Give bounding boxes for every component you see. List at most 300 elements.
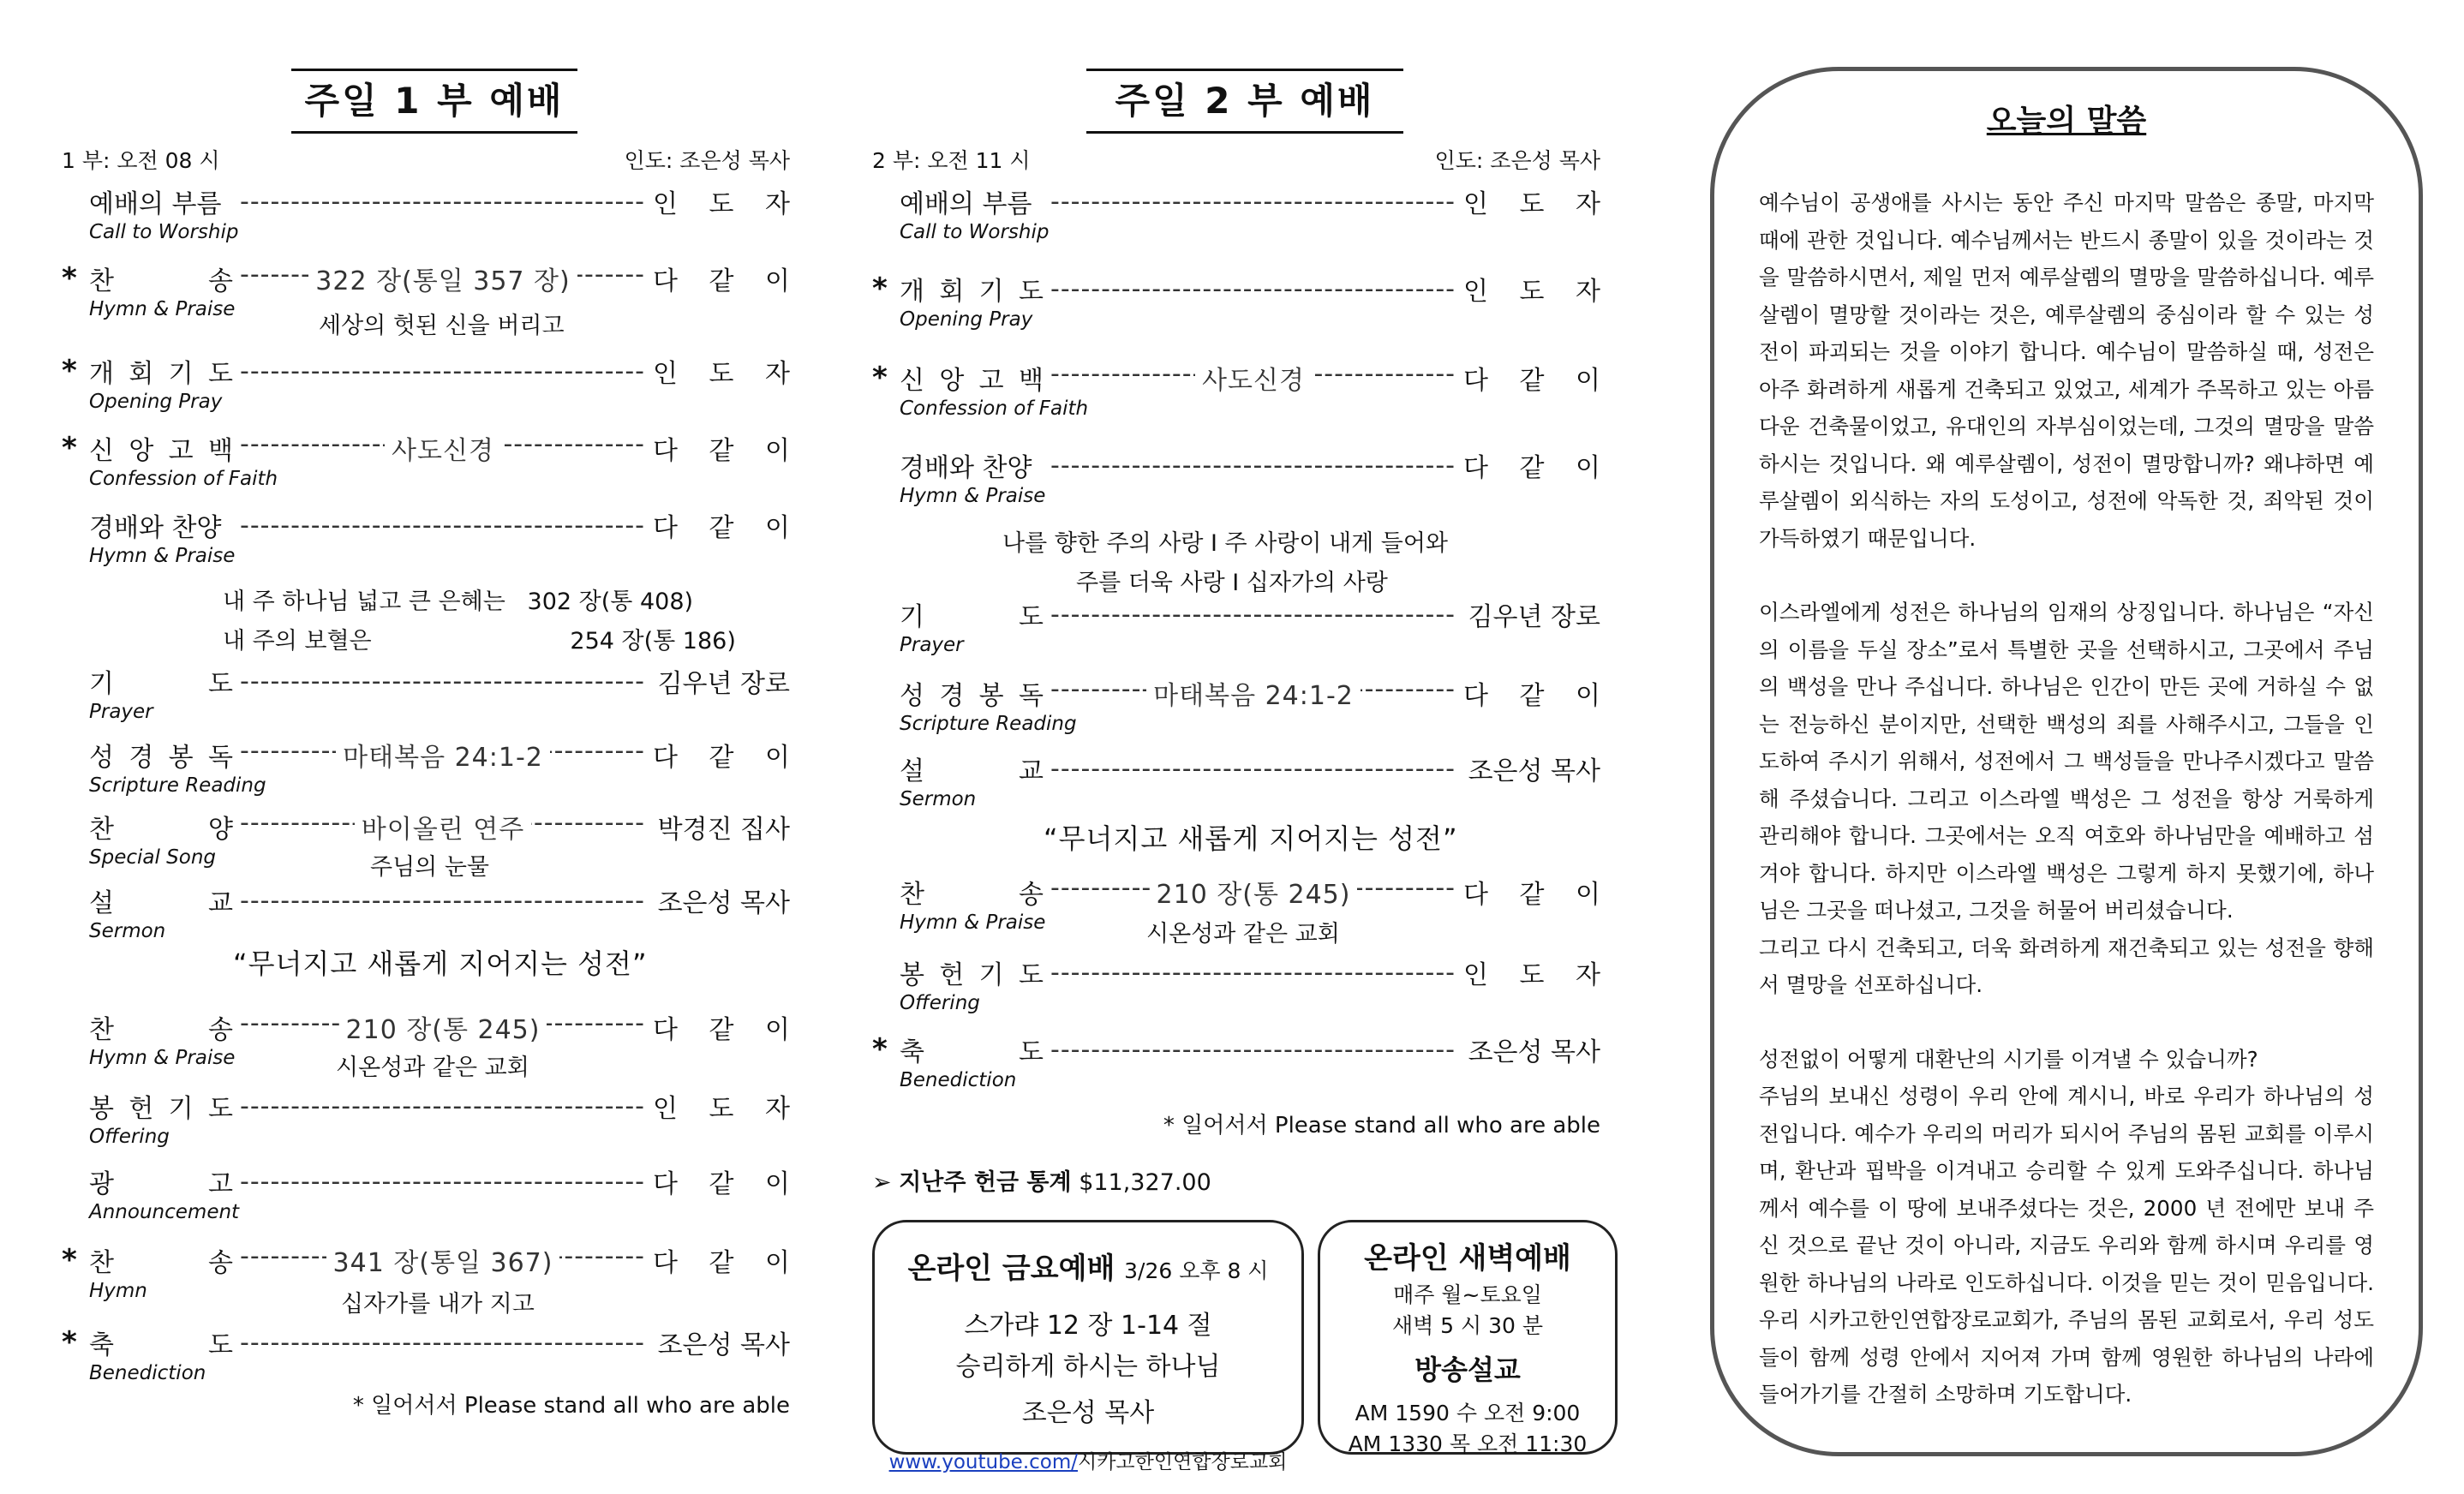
item-leader-part: 조은성 목사 <box>1468 1037 1600 1067</box>
item-label <box>89 1324 233 1361</box>
item-english: Offering <box>900 992 980 1014</box>
item-leader-part: 같 <box>709 1248 734 1278</box>
item-leader-part: 이 <box>1576 880 1600 910</box>
item-label-part: 독 <box>207 743 233 773</box>
item-detail: ----- 341 장(통일 367) <box>326 1241 560 1279</box>
standing-marker: * <box>62 431 77 465</box>
item-leader-part: 자 <box>1576 960 1600 990</box>
item-leader-part: 이 <box>765 1015 790 1045</box>
item-label-part: 신 <box>89 436 114 466</box>
standing-marker: * <box>62 1243 77 1277</box>
leader-dots <box>1050 1035 1456 1065</box>
item-leader-part: 다 <box>653 743 678 773</box>
item-leader-part: 조은성 목사 <box>1468 756 1600 786</box>
item-label-part: 찬 <box>89 1248 114 1278</box>
broadcast-am1590: AM 1590 수 오전 9:00 <box>1355 1401 1581 1425</box>
item-leader-part: 다 <box>1463 681 1488 711</box>
item-label-part: 도 <box>1019 1037 1044 1067</box>
item-leader <box>653 260 790 297</box>
item-leader-part: 자 <box>1576 277 1600 307</box>
item-label-part: 성 <box>900 681 924 711</box>
item-label-part: 고 <box>978 366 1004 396</box>
item-leader-part: 다 <box>653 1169 678 1199</box>
item-english: Hymn & Praise <box>900 485 1046 507</box>
leader-dots <box>1050 359 1456 397</box>
leader-dots <box>240 1167 646 1197</box>
item-label-part: 찬 <box>89 266 114 296</box>
item-english: Prayer <box>89 701 153 723</box>
sermon-title: “무너지고 새롭게 지어지는 성전” <box>1044 822 1458 855</box>
leader-dots <box>240 1328 646 1358</box>
service2-item <box>872 182 1600 221</box>
item-leader <box>653 1324 790 1361</box>
item-leader-part: 같 <box>1519 880 1545 910</box>
service2-item <box>872 872 1600 911</box>
item-leader <box>653 1008 790 1046</box>
item-label-part: 도 <box>1019 602 1044 632</box>
service1-time: 1 부: 오전 08 시 <box>62 148 220 173</box>
service2-item <box>872 358 1600 397</box>
dawn-title: 온라인 새벽예배 <box>1364 1241 1571 1276</box>
item-leader-part: 인 <box>1463 277 1488 307</box>
item-english: Hymn & Praise <box>900 911 1046 934</box>
leader-dots <box>240 1008 646 1046</box>
item-label-part: 경 <box>129 743 154 773</box>
item-label-part: 축 <box>89 1330 114 1360</box>
item-leader-part: 이 <box>1576 366 1600 396</box>
item-leader <box>1463 595 1600 633</box>
item-label-part: 회 <box>939 277 965 307</box>
item-label-part: 송 <box>208 1248 233 1278</box>
item-leader-part: 같 <box>709 743 734 773</box>
item-leader-part: 이 <box>765 743 790 773</box>
item-label-part: 도 <box>1018 960 1044 990</box>
friday-service-box <box>872 1220 1304 1473</box>
item-label-part: 경배와 찬양 <box>89 513 222 543</box>
item-leader-part: 다 <box>1463 880 1488 910</box>
item-label-part: 백 <box>1018 366 1044 396</box>
item-label <box>89 182 233 220</box>
item-label-part: 송 <box>1019 880 1044 910</box>
word-paragraph: 주님의 보내신 성령이 우리 안에 계시니, 바로 우리가 하나님의 성전입니다. 예수가 우리의 머리가 되시어 주님의 몸된 교회를 이루시며, 환난과 핍박을 이겨내고 승리할 수 있게 도와주십니다. 하나님께서 예수를 이 땅에 보내주셨다는 것은, 2000 년 전에만 보내 주신 것으로 끝난 것이 아니라, 지금도 우리와 함께 하시며 우리를 영원한 하나님의 나라로 인도하십니다. 이것을 믿는 것이 믿음입니다. 우리 시카고한인연합장로교회가, 주님의 몸된 교회로서, 우리 성도들이 함께 성령 안에서 지어져 가며 함께 영원한 하나님의 나라에 들어가기를 간절히 소망하며 기도합니다. <box>1759 1084 2374 1407</box>
leader-dots <box>1050 674 1456 712</box>
item-english: Opening Pray <box>900 308 1033 331</box>
item-label-part: 봉 <box>89 1094 114 1124</box>
item-leader-part: 이 <box>765 436 790 466</box>
service1-item <box>62 1086 790 1126</box>
item-label <box>89 1241 233 1279</box>
item-leader <box>1463 674 1600 712</box>
service1-item <box>62 1323 790 1362</box>
item-english: Confession of Faith <box>89 468 278 490</box>
item-leader <box>653 1241 790 1279</box>
service1-header <box>62 144 790 175</box>
item-leader-part: 도 <box>1519 277 1545 307</box>
leader-dots <box>1050 958 1456 988</box>
item-label-part: 도 <box>207 1094 233 1124</box>
broadcast-title: 방송설교 <box>1414 1354 1521 1386</box>
leader-dots <box>1050 873 1456 911</box>
item-label-part: 경배와 찬양 <box>900 453 1032 483</box>
item-leader-part: 이 <box>765 1169 790 1199</box>
dawn-days: 매주 월~토요일 <box>1393 1282 1542 1307</box>
item-english: Sermon <box>89 920 166 942</box>
item-leader-part: 다 <box>653 513 678 543</box>
item-subtitle: 세상의 헛된 신을 버리고 <box>319 313 565 339</box>
item-leader <box>653 429 790 467</box>
item-label-part: 찬 <box>89 815 114 845</box>
item-english: Call to Worship <box>900 221 1050 243</box>
word-paragraph: 예수님이 공생애를 사시는 동안 주신 마지막 말씀은 종말, 마지막 때에 관한 것입니다. 예수님께서는 반드시 종말이 있을 것이라는 것을 말씀하시면서, 제일 먼저 예루살렘의 멸망을 말씀하십니다. 예루살렘이 멸망할 것이라는 것은, 예루살렘의 중심이라 할 수 있는 성전이 파괴되는 것을 이야기 합니다. 예수님이 말씀하실 때, 성전은 아주 화려하게 새롭게 건축되고 있었고, 세계가 주목하고 있는 아름다운 건축물이었고, 유대인의 자부심이었는데, 그것의 멸망을 말씀하시는 것입니다. 왜 예루살렘이, 성전이 멸망합니까? 왜냐하면 예루살렘이 외식하는 자의 도성이고, 성전에 악독한 것, 죄악된 것이 가득하였기 때문입니다. <box>1759 190 2374 551</box>
service1-item <box>62 881 790 920</box>
item-label <box>900 446 1044 484</box>
service1-item <box>62 505 790 545</box>
item-label <box>900 595 1044 633</box>
service1-item <box>62 428 790 468</box>
todays-word-panel <box>1710 67 2423 1456</box>
item-leader-part: 같 <box>1519 453 1545 483</box>
hymn-line: 주를 더욱 사랑 I 십자가의 사랑 <box>1076 570 1388 596</box>
leader-dots <box>240 187 646 217</box>
item-label-part: 봉 <box>900 960 924 990</box>
item-label <box>89 662 233 700</box>
item-label-part: 성 <box>89 743 114 773</box>
item-leader <box>1463 750 1600 787</box>
item-label <box>900 182 1044 220</box>
service1-stand-note: * 일어서서 Please stand all who are able <box>352 1393 790 1419</box>
item-english: Offering <box>89 1126 170 1148</box>
item-english: Call to Worship <box>89 221 239 243</box>
item-leader <box>653 1087 790 1125</box>
item-subtitle: 시온성과 같은 교회 <box>336 1055 529 1081</box>
item-label-part: 기 <box>978 960 1004 990</box>
item-english: Prayer <box>900 634 964 656</box>
todays-word-title: 오늘의 말씀 <box>1986 104 2147 139</box>
item-label <box>89 506 233 544</box>
item-leader-part: 다 <box>653 1015 678 1045</box>
item-leader-part: 이 <box>1576 453 1600 483</box>
hymn-line: 나를 향한 주의 사랑 I 주 사랑이 내게 들어와 <box>1002 530 1449 557</box>
item-english: Scripture Reading <box>900 713 1077 735</box>
item-label-part: 교 <box>1019 756 1044 786</box>
leader-dots <box>240 886 646 916</box>
broadcast-am1330: AM 1330 목 오전 11:30 <box>1348 1431 1588 1456</box>
service1-item <box>62 807 790 846</box>
friday-title: 온라인 금요예배 <box>907 1252 1115 1286</box>
friday-preacher: 조은성 목사 <box>1021 1398 1155 1428</box>
item-label-part: 찬 <box>89 1015 114 1045</box>
item-detail: ----- 마태복음 24:1-2 <box>336 736 550 774</box>
dawn-time: 새벽 5 시 30 분 <box>1391 1313 1544 1338</box>
item-label-part: 봉 <box>168 743 194 773</box>
item-leader-part: 인 <box>1463 189 1488 219</box>
item-english: Hymn & Praise <box>89 1047 236 1069</box>
service1-item <box>62 661 790 701</box>
sermon-title: “무너지고 새롭게 지어지는 성전” <box>233 947 648 980</box>
service2-item <box>872 1030 1600 1069</box>
item-label-part: 예배의 부름 <box>900 189 1032 219</box>
item-label <box>89 429 233 467</box>
item-english: Hymn <box>89 1280 147 1302</box>
item-leader-part: 도 <box>709 1094 734 1124</box>
item-english: Announcement <box>89 1201 240 1223</box>
item-label <box>89 1162 233 1200</box>
friday-sermon-title: 승리하게 하시는 하나님 <box>955 1352 1221 1382</box>
service2-item <box>872 953 1600 992</box>
item-label-part: 예배의 부름 <box>89 189 222 219</box>
item-label-part: 봉 <box>978 681 1004 711</box>
standing-marker: * <box>872 1032 888 1067</box>
leader-dots <box>240 429 646 467</box>
item-english: Opening Pray <box>89 391 223 413</box>
item-label <box>900 359 1044 397</box>
item-leader-part: 같 <box>709 1015 734 1045</box>
item-leader <box>1463 953 1600 991</box>
item-label <box>900 953 1044 991</box>
item-label-part: 축 <box>900 1037 924 1067</box>
standing-marker: * <box>872 361 888 395</box>
item-subtitle: 주님의 눈물 <box>370 854 489 881</box>
item-label-part: 독 <box>1018 681 1044 711</box>
item-leader-part: 김우년 장로 <box>657 669 790 699</box>
leader-dots <box>1050 754 1456 784</box>
leader-dots <box>240 666 646 696</box>
item-detail: ----- 322 장(통일 357 장) <box>308 260 577 297</box>
item-label <box>89 736 233 774</box>
item-label <box>89 1087 233 1125</box>
item-label-part: 찬 <box>900 880 924 910</box>
service2-item <box>872 673 1600 713</box>
item-english: Confession of Faith <box>900 397 1089 420</box>
item-leader-part: 이 <box>765 513 790 543</box>
service1-item <box>62 182 790 221</box>
item-leader <box>653 352 790 390</box>
item-detail: ----- 사도신경 <box>385 429 501 467</box>
leader-dots <box>240 1091 646 1121</box>
item-label <box>89 1008 233 1046</box>
leader-dots <box>240 808 646 846</box>
item-english: Benediction <box>900 1069 1017 1091</box>
item-label <box>89 881 233 919</box>
item-leader-part: 인 <box>653 1094 678 1124</box>
offering-stat <box>872 1163 1211 1197</box>
leader-dots <box>240 511 646 541</box>
item-english: Sermon <box>900 788 977 810</box>
item-leader-part: 다 <box>653 436 678 466</box>
word-paragraph: 성전없이 어떻게 대환난의 시기를 이겨낼 수 있습니까? <box>1759 1046 2258 1072</box>
item-label <box>900 873 1044 911</box>
service1-item <box>62 1007 790 1047</box>
item-leader-part: 인 <box>653 359 678 389</box>
item-leader-part: 인 <box>1463 960 1488 990</box>
leader-dots <box>1050 274 1456 304</box>
item-label-part: 개 <box>89 359 114 389</box>
item-label-part: 도 <box>208 1330 233 1360</box>
service2-time: 2 부: 오전 11 시 <box>872 148 1031 173</box>
item-leader <box>1463 359 1600 397</box>
service2-item <box>872 445 1600 485</box>
item-leader-part: 자 <box>765 1094 790 1124</box>
item-label <box>89 260 233 297</box>
item-english: Hymn & Praise <box>89 298 236 320</box>
item-english: Hymn & Praise <box>89 545 236 567</box>
item-leader-part: 같 <box>709 1169 734 1199</box>
service1-title: 주일 1 부 예배 <box>291 69 577 134</box>
offering-label: 지난주 헌금 통계 <box>899 1169 1072 1196</box>
item-leader-part: 도 <box>709 359 734 389</box>
item-label-part: 앙 <box>129 436 154 466</box>
item-subtitle: 시온성과 같은 교회 <box>1146 921 1340 947</box>
item-detail: ----- 사도신경 <box>1195 359 1312 397</box>
item-leader-part: 조은성 목사 <box>657 888 790 918</box>
item-leader-part: 도 <box>1519 960 1545 990</box>
item-label-part: 기 <box>900 602 924 632</box>
item-leader-part: 같 <box>1519 366 1545 396</box>
item-leader <box>653 808 790 846</box>
service1-leader: 인도: 조은성 목사 <box>624 148 790 173</box>
item-label-part: 기 <box>168 1094 194 1124</box>
item-leader-part: 같 <box>1519 681 1545 711</box>
item-label-part: 기 <box>168 359 194 389</box>
word-paragraph: 그리고 다시 건축되고, 더욱 화려하게 재건축되고 있는 성전을 향해서 멸망을 선포하십니다. <box>1759 935 2374 997</box>
dawn-service-box <box>1318 1220 1618 1455</box>
service1-item <box>62 735 790 774</box>
item-label-part: 회 <box>129 359 154 389</box>
item-english: Scripture Reading <box>89 774 266 797</box>
leader-dots <box>240 736 646 774</box>
service2-item <box>872 749 1600 788</box>
item-label <box>900 270 1044 308</box>
item-label <box>900 1031 1044 1068</box>
item-leader-part: 다 <box>653 266 678 296</box>
standing-marker: * <box>872 272 888 306</box>
leader-dots <box>240 1241 646 1279</box>
friday-title-row <box>875 1245 1301 1287</box>
todays-word-body <box>1759 184 2374 1413</box>
item-label-part: 교 <box>208 888 233 918</box>
leader-dots <box>240 356 646 386</box>
item-label-part: 개 <box>900 277 924 307</box>
item-leader <box>1463 873 1600 911</box>
item-leader-part: 박경진 집사 <box>657 815 790 845</box>
standing-marker: * <box>62 261 77 296</box>
hymn-line: 내 주 하나님 넓고 큰 은혜는 302 장(통 408) <box>223 589 694 615</box>
friday-when: 3/26 오후 8 시 <box>1124 1258 1269 1283</box>
item-label-part: 양 <box>208 815 233 845</box>
item-label-part: 설 <box>89 888 114 918</box>
item-label <box>89 808 233 846</box>
item-label <box>89 352 233 390</box>
arrow-bullet-icon: ➢ <box>872 1169 892 1196</box>
item-label-part: 고 <box>168 436 194 466</box>
item-leader-part: 이 <box>765 1248 790 1278</box>
service1-item <box>62 351 790 391</box>
item-detail: ----- 마태복음 24:1-2 <box>1146 674 1361 712</box>
service2-item <box>872 595 1600 634</box>
item-leader-part: 이 <box>1576 681 1600 711</box>
service2-stand-note: * 일어서서 Please stand all who are able <box>1163 1113 1600 1138</box>
item-label-part: 신 <box>900 366 924 396</box>
item-label-part: 기 <box>89 669 114 699</box>
item-leader-part: 이 <box>765 266 790 296</box>
item-leader <box>1463 1031 1600 1068</box>
item-label <box>900 750 1044 787</box>
leader-dots <box>1050 187 1456 217</box>
item-detail: ----- 210 장(통 245) <box>1150 873 1358 911</box>
item-leader-part: 자 <box>765 359 790 389</box>
item-leader-part: 조은성 목사 <box>657 1330 790 1360</box>
word-paragraph: 이스라엘에게 성전은 하나님의 임재의 상징입니다. 하나님은 “자신의 이름을 두실 장소”로서 특별한 곳을 선택하시고, 그곳에서 주님의 백성을 만나 주십니다. 하나님은 인간이 만든 곳에 거하실 수 없는 전능하신 분이지만, 선택한 백성의 죄를 사해주시고, 그들을 인도하여 주시기 위해서, 성전에서 그 백성들을 만나주시겠다고 말씀해 주셨습니다. 그리고 이스라엘 백성은 그 성전을 항상 거룩하게 관리해야 합니다. 그곳에서는 오직 여호와 하나님만을 예배하고 섬겨야 합니다. 하지만 이스라엘 백성은 그렇게 하지 못했기에, 하나님은 그곳을 떠나셨고, 그것을 허물어 버리셨습니다. <box>1759 600 2374 923</box>
item-leader-part: 다 <box>1463 453 1488 483</box>
item-label-part: 송 <box>208 1015 233 1045</box>
leader-dots <box>1050 451 1456 481</box>
item-leader <box>653 182 790 220</box>
item-label-part: 도 <box>1018 277 1044 307</box>
hymn-line: 내 주의 보혈은 254 장(통 186) <box>223 628 736 654</box>
item-leader-part: 다 <box>653 1248 678 1278</box>
item-label-part: 경 <box>939 681 965 711</box>
item-subtitle: 십자가를 내가 지고 <box>341 1291 535 1318</box>
youtube-link[interactable]: www.youtube.com/ <box>888 1451 1078 1473</box>
item-leader <box>653 506 790 544</box>
item-leader-part: 도 <box>1519 189 1545 219</box>
item-leader <box>653 881 790 919</box>
item-leader-part: 자 <box>1576 189 1600 219</box>
item-label-part: 앙 <box>939 366 965 396</box>
service2-item <box>872 269 1600 308</box>
leader-dots <box>1050 600 1456 630</box>
item-detail: ----- 바이올린 연주 <box>355 808 531 846</box>
item-detail: ----- 210 장(통 245) <box>339 1008 547 1046</box>
item-english: Special Song <box>89 846 217 869</box>
item-label-part: 헌 <box>129 1094 154 1124</box>
service1-item <box>62 259 790 298</box>
service2-leader: 인도: 조은성 목사 <box>1434 148 1600 173</box>
item-label-part: 기 <box>978 277 1004 307</box>
service1-item <box>62 1240 790 1280</box>
offering-amount: $11,327.00 <box>1079 1169 1211 1196</box>
item-label-part: 설 <box>900 756 924 786</box>
standing-marker: * <box>62 1325 77 1360</box>
item-leader-part: 자 <box>765 189 790 219</box>
item-label <box>900 674 1044 712</box>
item-leader <box>1463 270 1600 308</box>
service2-header <box>872 144 1600 175</box>
item-label-part: 도 <box>207 359 233 389</box>
item-label-part: 고 <box>208 1169 233 1199</box>
item-english: Benediction <box>89 1362 206 1384</box>
item-leader-part: 도 <box>709 189 734 219</box>
item-leader <box>1463 446 1600 484</box>
item-leader <box>653 736 790 774</box>
item-label-part: 도 <box>208 669 233 699</box>
item-leader-part: 같 <box>709 513 734 543</box>
item-label-part: 송 <box>208 266 233 296</box>
item-leader <box>653 662 790 700</box>
item-leader-part: 같 <box>709 436 734 466</box>
item-label-part: 광 <box>89 1169 114 1199</box>
leader-dots <box>240 260 646 297</box>
item-leader-part: 인 <box>653 189 678 219</box>
item-leader-part: 김우년 장로 <box>1468 602 1600 632</box>
standing-marker: * <box>62 354 77 388</box>
item-leader <box>1463 182 1600 220</box>
friday-link-row <box>875 1446 1301 1474</box>
item-label-part: 백 <box>207 436 233 466</box>
friday-scripture: 스가랴 12 장 1-14 절 <box>964 1311 1212 1341</box>
item-label-part: 헌 <box>939 960 965 990</box>
service1-item <box>62 1162 790 1201</box>
